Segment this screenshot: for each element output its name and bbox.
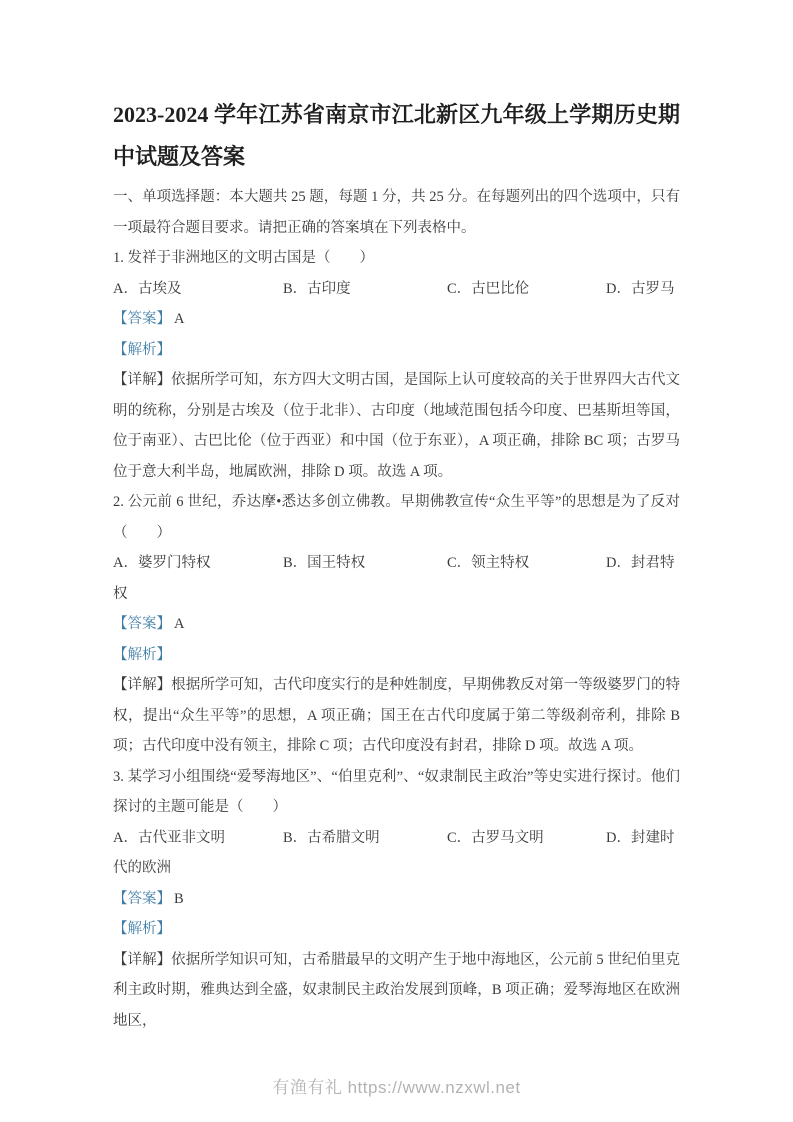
question-block [113,762,680,1037]
analysis-label: 【解析】 [113,921,171,937]
answer-label: 【答案】 [113,616,171,632]
question-options-row [113,274,680,305]
question-stem: 1. 发祥于非洲地区的文明古国是（ ） [113,250,374,266]
option-a: A．古代亚非文明 [113,829,225,846]
questions-list [113,243,680,1036]
answer-label: 【答案】 [113,311,171,327]
option-c: C．古巴比伦 [447,280,530,297]
answer-label: 【答案】 [113,890,171,907]
option-c: C．领主特权 [447,555,530,571]
question-option-overflow: 代的欧洲 [113,860,171,876]
question-answer-line [113,884,680,915]
option-b: B．古希腊文明 [283,829,380,846]
question-block [113,487,680,762]
question-analysis-line [113,640,680,671]
detail-text: 依据所学知识可知，古希腊最早的文明产生于地中海地区，公元前 5 世纪伯里克利主政时期，雅典达到全盛，奴隶制民主政治发展到顶峰，B 项正确；爱琴海地区在欧洲地区， [113,951,680,1029]
question-option-overflow: 权 [113,585,128,602]
option-c: C．古罗马文明 [447,829,544,846]
option-a: A．古埃及 [113,280,182,297]
analysis-label: 【解析】 [113,341,171,358]
option-b: B．国王特权 [283,555,366,571]
question-detail [113,365,680,487]
page-title: 2023-2024 学年江苏省南京市江北新区九年级上学期历史期中试题及答案 [113,102,680,169]
answer-value: A [174,311,185,327]
question-analysis-line [113,914,680,945]
option-d: D．封建时 [606,829,675,846]
question-stem: 2. 公元前 6 世纪，乔达摩•悉达多创立佛教。早期佛教宣传“众生平等”的思想是为了反对（ ） [113,494,680,541]
option-d: D．封君特 [606,555,675,571]
question-options-row [113,548,680,579]
watermark-footer: 有渔有礼 https://www.nzxwl.net [272,1078,521,1097]
question-analysis-line [113,335,680,366]
question-answer-line [113,304,680,335]
option-a: A．婆罗门特权 [113,555,211,571]
option-b: B．古印度 [283,280,351,297]
answer-value: B [174,890,184,907]
detail-label: 【详解】 [113,951,172,968]
option-d: D．古罗马 [606,280,675,297]
detail-label: 【详解】 [113,677,172,693]
detail-label: 【详解】 [113,372,172,388]
question-options-row [113,823,680,854]
question-block [113,243,680,487]
question-detail [113,945,680,1037]
detail-text: 根据所学可知，古代印度实行的是种姓制度，早期佛教反对第一等级婆罗门的特权，提出“众生平等”的思想，A 项正确；国王在古代印度属于第二等级刹帝利，排除 B 项；古代印度中没有领主，排除 C 项；古代印度没有封君，排除 D 项。故选 A 项。 [113,677,681,754]
analysis-label: 【解析】 [113,646,171,663]
question-detail [113,670,680,762]
answer-value: A [174,616,185,632]
question-stem: 3. 某学习小组围绕“爱琴海地区”、“伯里克利”、“奴隶制民主政治”等史实进行探讨。他们探讨的主题可能是（ ） [113,768,680,815]
section-heading: 一、单项选择题：本大题共 25 题，每题 1 分，共 25 分。在每题列出的四个选项中，只有一项最符合题目要求。请把正确的答案填在下列表格中。 [113,189,680,236]
question-answer-line [113,609,680,640]
detail-text: 依据所学可知，东方四大文明古国，是国际上认可度较高的关于世界四大古代文明的统称，分别是古埃及（位于北非）、古印度（地域范围包括今印度、巴基斯坦等国，位于南亚）、古巴比伦（位于西亚）和中国（位于东亚），A 项正确，排除 BC 项；古罗马位于意大利半岛，地属欧洲，排除 D 项。故选 A 项。 [113,372,681,480]
